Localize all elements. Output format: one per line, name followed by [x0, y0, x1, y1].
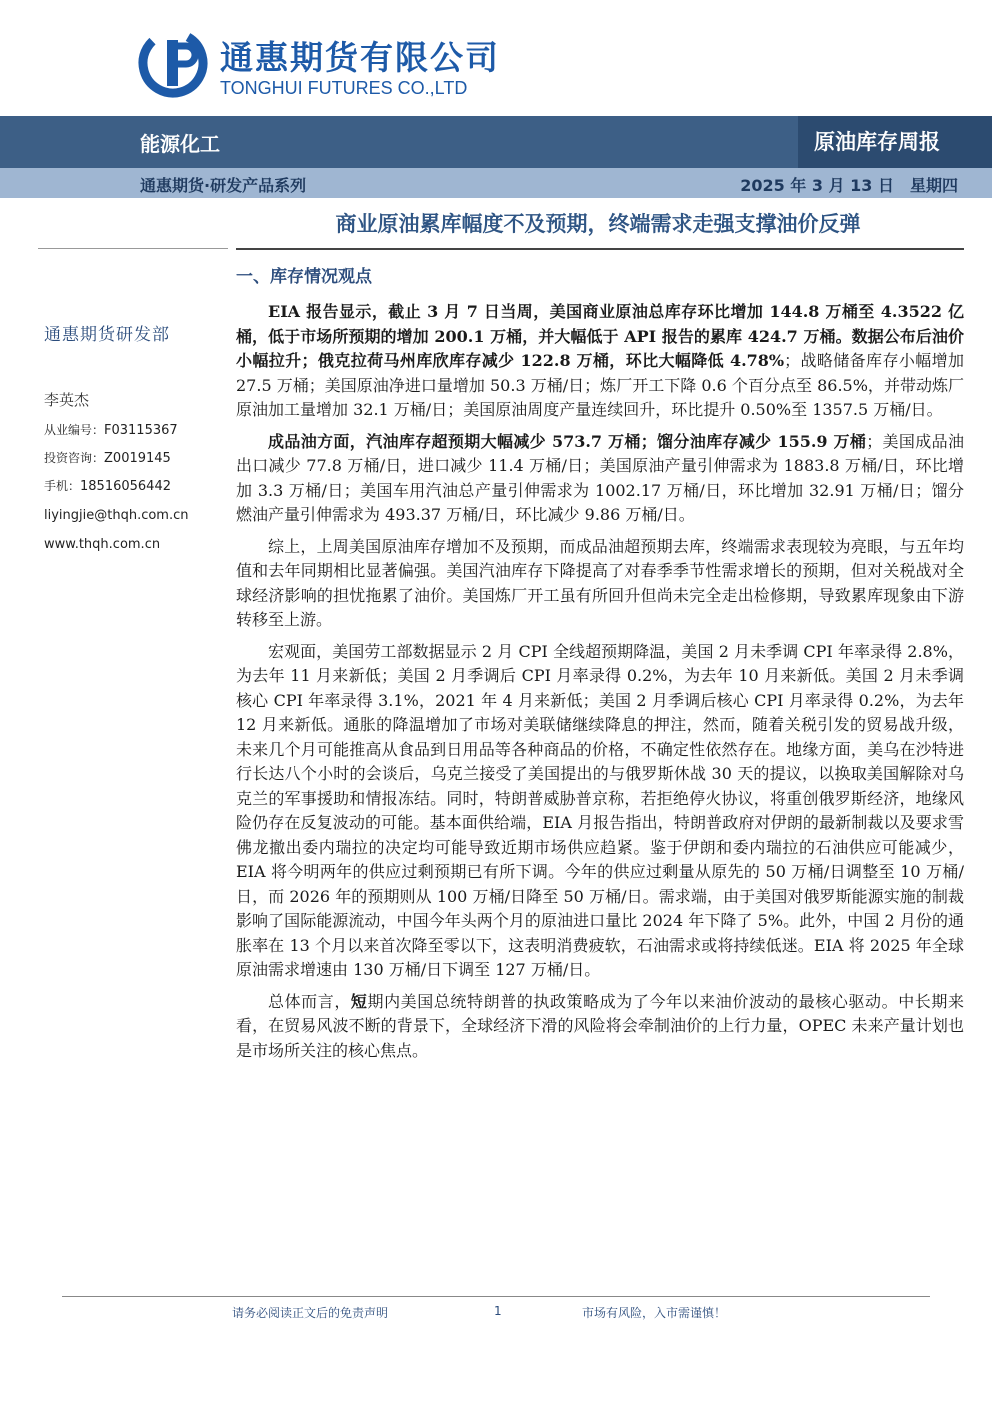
report-body: [236, 300, 964, 1070]
paragraph-conclusion: 总体而言，短期内美国总统特朗普的执政策略成为了今年以来油价波动的最核心驱动。中长期来看，在贸易风波不断的背景下，全球经济下滑的风险将会牵制油价的上行力量，OPEC 未来产量计划也是市场所关注的核心焦点。: [236, 991, 964, 1060]
footer-disclaimer: 请务必阅读正文后的免责声明: [232, 1306, 389, 1320]
paragraph-products: 成品油方面，汽油库存超预期大幅减少 573.7 万桶；馏分油库存减少 155.9 万桶；美国成品油出口减少 77.8 万桶/日，进口减少 11.4 万桶/日；美国原油产量引伸需求为 1883.8 万桶/日，环比增加 3.3 万桶/日；美国车用汽油总产量引伸需求为 1002.17 万桶/日，环比增加 32.91 万桶/日；馏分燃油产量引伸需求为 493.37 万桶/日，环比减少 9.86 万桶/日。: [236, 431, 964, 524]
paragraph-macro: 宏观面，美国劳工部数据显示 2 月 CPI 全线超预期降温，美国 2 月未季调 CPI 年率录得 2.8%，为去年 11 月来新低；美国 2 月季调后 CPI 月率录得 0.2%，为去年 10 月来新低。美国 2 月未季调核心 CPI 年率录得 3.1%，2021 年 4 月来新低；美国 2 月季调后核心 CPI 月率录得 0.2%，为去年 12 月来新低。通胀的降温增加了市场对美联储继续降息的押注，然而，随着关税引发的贸易战升级，未来几个月可能推高从食品到日用品等各种商品的价格，不确定性依然存在。地缘方面，美乌在沙特进行长达八个小时的会谈后，乌克兰接受了美国提出的与俄罗斯休战 30 天的提议，以换取美国解除对乌克兰的军事援助和情报冻结。同时，特朗普威胁普京称，若拒绝停火协议，将重创俄罗斯经济，地缘风险仍存在反复波动的可能。基本面供给端，EIA 月报告指出，特朗普政府对伊朗的最新制裁以及要求雪佛龙撤出委内瑞拉的决定均可能导致近期市场供应趋紧。鉴于伊朗和委内瑞拉的石油供应可能减少，EIA 将今明两年的供应过剩预期已有所下调。今年的供应过剩量从原先的 50 万桶/日调整至 10 万桶/日，而 2026 年的预期则从 100 万桶/日降至 50 万桶/日。需求端，由于美国对俄罗斯能源实施的制裁影响了国际能源流动，中国今年头两个月的原油进口量比 2024 年下降了 5%。此外，中国 2 月份的通胀率在 13 个月以来首次降至零以下，这表明消费疲软，石油需求或将持续低迷。EIA 将 2025 年全球原油需求增速由 130 万桶/日下调至 127 万桶/日。: [236, 641, 964, 979]
website-link[interactable]: www.thqh.com.cn: [44, 537, 161, 552]
analyst-name: 李英杰: [44, 391, 90, 409]
category-label: 能源化工: [140, 132, 220, 156]
headline-divider: [236, 248, 964, 250]
report-date: 2025 年 3 月 13 日 星期四: [740, 176, 958, 195]
report-headline: 商业原油累库幅度不及预期，终端需求走强支撑油价反弹: [335, 212, 861, 236]
license-number: 从业编号：F03115367: [44, 423, 178, 438]
advisory-number: 投资咨询：Z0019145: [44, 451, 171, 466]
paragraph-summary: 综上，上周美国原油库存增加不及预期，而成品油超预期去库，终端需求表现较为亮眼，与五年均值和去年同期相比显著偏强。美国汽油库存下降提高了对春季季节性需求增长的预期，但对关税战对全球经济影响的担忧拖累了油价。美国炼厂开工虽有所回升但尚未完全走出检修期，导致累库现象由下游转移至上游。: [236, 536, 964, 629]
footer-risk-warning: 市场有风险，入市需谨慎！: [582, 1306, 727, 1320]
series-label: 通惠期货·研发产品系列: [140, 176, 307, 195]
section-title: 一、库存情况观点: [236, 267, 372, 287]
paragraph-eia: EIA 报告显示，截止 3 月 7 日当周，美国商业原油总库存环比增加 144.8 万桶至 4.3522 亿桶，低于市场所预期的增加 200.1 万桶，并大幅低于 API 报告的累库 424.7 万桶。数据公布后油价小幅拉升；俄克拉荷马州库欣库存减少 122.8 万桶，环比大幅降低 4.78%；战略储备库存小幅增加 27.5 万桶；美国原油净进口量增加 50.3 万桶/日；炼厂开工下降 0.6 个百分点至 86.5%，并带动炼厂原油加工量增加 32.1 万桶/日；美国原油周度产量连续回升，环比提升 0.50%至 1357.5 万桶/日。: [236, 302, 964, 419]
department-name: 通惠期货研发部: [44, 325, 170, 345]
phone-number: 手机：18516056442: [44, 479, 171, 494]
footer-divider: [62, 1296, 930, 1297]
report-type-box: [798, 116, 992, 168]
report-type-label: 原油库存周报: [814, 130, 940, 154]
company-name-cn: 通惠期货有限公司: [220, 38, 500, 77]
sidebar-divider: [38, 248, 228, 249]
author-sidebar: [44, 320, 224, 552]
company-logo: [138, 26, 498, 106]
company-name-en: TONGHUI FUTURES CO.,LTD: [220, 78, 468, 98]
tonghui-logo-icon: [138, 28, 208, 98]
page-number: 1: [494, 1304, 502, 1318]
email-link[interactable]: liyingjie@thqh.com.cn: [44, 508, 189, 523]
